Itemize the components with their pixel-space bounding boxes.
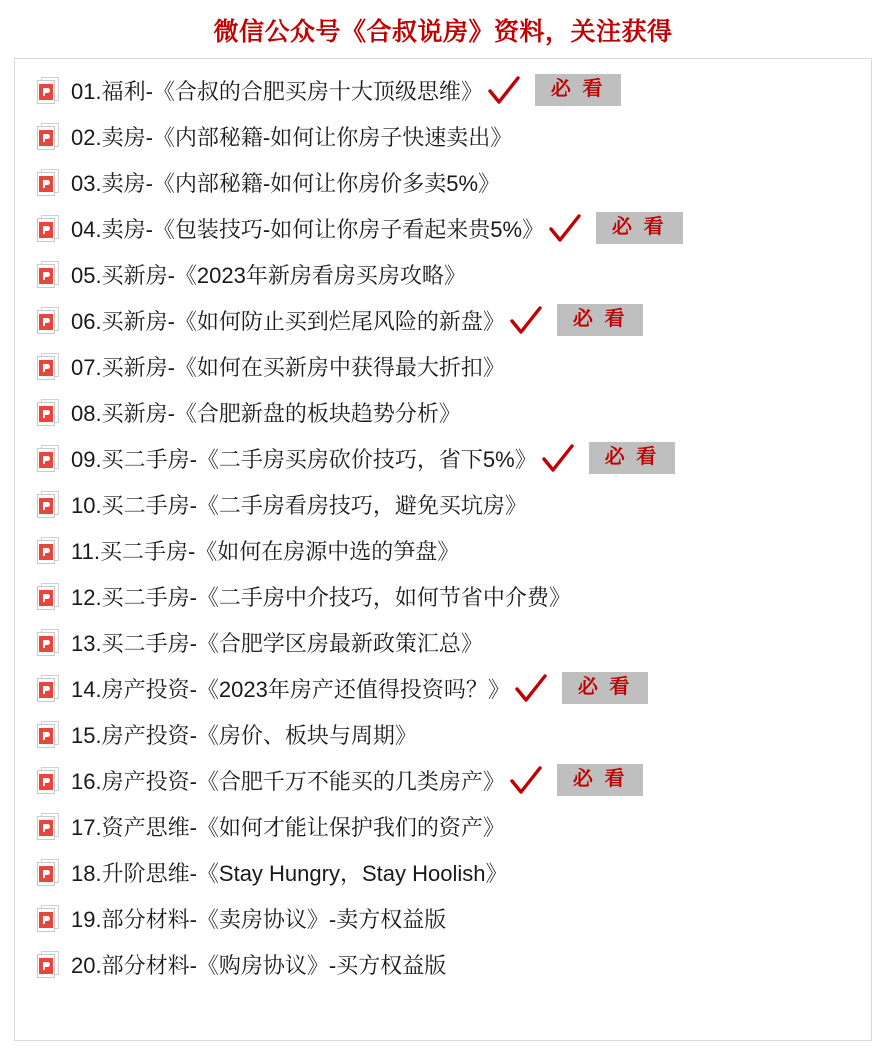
powerpoint-file-icon: [37, 583, 59, 610]
red-check-mark-icon: [509, 765, 543, 799]
list-item-label: 15.房产投资-《房价、板块与周期》: [71, 722, 417, 748]
powerpoint-file-icon: [37, 77, 59, 104]
list-item-label: 01.福利-《合叔的合肥买房十大顶级思维》: [71, 78, 483, 104]
powerpoint-file-icon: [37, 491, 59, 518]
list-item-label: 19.部分材料-《卖房协议》-卖方权益版: [71, 906, 447, 932]
list-item-label: 20.部分材料-《购房协议》-买方权益版: [71, 952, 447, 978]
list-item[interactable]: [15, 803, 871, 849]
list-item[interactable]: [15, 527, 871, 573]
status-badge: 必 看: [557, 304, 644, 336]
powerpoint-file-icon: [37, 859, 59, 886]
page-title: 微信公众号《合叔说房》资料，关注获得: [213, 18, 673, 46]
powerpoint-file-icon: [37, 905, 59, 932]
powerpoint-file-icon: [37, 951, 59, 978]
powerpoint-file-icon: [37, 721, 59, 748]
list-item-label: 03.卖房-《内部秘籍-如何让你房价多卖5%》: [71, 170, 501, 196]
list-item[interactable]: [15, 757, 871, 803]
powerpoint-file-icon: [37, 261, 59, 288]
list-item[interactable]: [15, 573, 871, 619]
powerpoint-file-icon: [37, 537, 59, 564]
list-item-label: 13.买二手房-《合肥学区房最新政策汇总》: [71, 630, 483, 656]
file-list: [14, 58, 872, 1041]
list-item-label: 02.卖房-《内部秘籍-如何让你房子快速卖出》: [71, 124, 513, 150]
list-item-label: 11.买二手房-《如何在房源中选的笋盘》: [71, 538, 460, 564]
list-item[interactable]: [15, 159, 871, 205]
red-check-mark-icon: [541, 443, 575, 477]
list-item[interactable]: [15, 343, 871, 389]
list-item-label: 14.房产投资-《2023年房产还值得投资吗？》: [71, 676, 510, 702]
powerpoint-file-icon: [37, 675, 59, 702]
list-item[interactable]: [15, 849, 871, 895]
list-item[interactable]: [15, 665, 871, 711]
list-item-label: 06.买新房-《如何防止买到烂尾风险的新盘》: [71, 308, 505, 334]
list-item-label: 17.资产思维-《如何才能让保护我们的资产》: [71, 814, 505, 840]
list-item[interactable]: [15, 895, 871, 941]
list-item[interactable]: [15, 941, 871, 987]
list-item-label: 04.卖房-《包装技巧-如何让你房子看起来贵5%》: [71, 216, 545, 242]
list-item-label: 09.买二手房-《二手房买房砍价技巧，省下5%》: [71, 446, 537, 472]
red-check-mark-icon: [514, 673, 548, 707]
powerpoint-file-icon: [37, 813, 59, 840]
status-badge: 必 看: [596, 212, 683, 244]
list-item[interactable]: [15, 205, 871, 251]
status-badge: 必 看: [589, 442, 676, 474]
powerpoint-file-icon: [37, 399, 59, 426]
powerpoint-file-icon: [37, 445, 59, 472]
red-check-mark-icon: [509, 305, 543, 339]
powerpoint-file-icon: [37, 215, 59, 242]
list-item-label: 12.买二手房-《二手房中介技巧，如何节省中介费》: [71, 584, 571, 610]
list-item[interactable]: [15, 435, 871, 481]
status-badge: 必 看: [557, 764, 644, 796]
list-item[interactable]: [15, 297, 871, 343]
list-item-label: 18.升阶思维-《Stay Hungry，Stay Hoolish》: [71, 860, 508, 886]
status-badge: 必 看: [562, 672, 649, 704]
powerpoint-file-icon: [37, 629, 59, 656]
powerpoint-file-icon: [37, 767, 59, 794]
list-item[interactable]: [15, 481, 871, 527]
list-item-label: 16.房产投资-《合肥千万不能买的几类房产》: [71, 768, 505, 794]
list-item[interactable]: [15, 389, 871, 435]
powerpoint-file-icon: [37, 169, 59, 196]
red-check-mark-icon: [487, 75, 521, 109]
powerpoint-file-icon: [37, 123, 59, 150]
status-badge: 必 看: [535, 74, 622, 106]
list-item[interactable]: [15, 113, 871, 159]
list-item-label: 10.买二手房-《二手房看房技巧，避免买坑房》: [71, 492, 527, 518]
red-check-mark-icon: [548, 213, 582, 247]
powerpoint-file-icon: [37, 353, 59, 380]
list-item[interactable]: [15, 711, 871, 757]
list-item[interactable]: [15, 619, 871, 665]
list-item[interactable]: [15, 67, 871, 113]
list-item-label: 07.买新房-《如何在买新房中获得最大折扣》: [71, 354, 505, 380]
powerpoint-file-icon: [37, 307, 59, 334]
list-item[interactable]: [15, 251, 871, 297]
list-item-label: 05.买新房-《2023年新房看房买房攻略》: [71, 262, 466, 288]
list-item-label: 08.买新房-《合肥新盘的板块趋势分析》: [71, 400, 461, 426]
